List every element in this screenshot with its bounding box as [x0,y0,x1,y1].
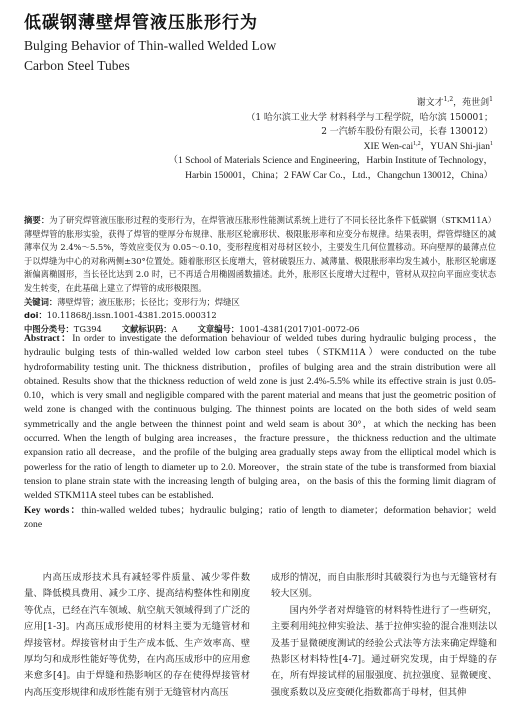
body-column-right [271,570,497,701]
abstract-cn [24,214,496,296]
author-2-cn-affil-mark: 1 [489,96,493,103]
author-1-en: XIE Wen-cai [363,141,414,152]
abstract-en [24,332,496,504]
abstract-en-label: Abstract： [24,333,73,344]
affiliation-cn-2: 2 一汽轿车股份有限公司，长春 130012） [321,127,493,137]
doi-link[interactable]: 10.11868/j.issn.1001-4381.2015.000312 [46,310,217,321]
body-right-paragraph-2: 国内外学者对焊缝管的材料特性进行了一些研究，主要利用纯拉伸实验法、基于拉伸实验的混合准则法以及基于显微硬度测试的经验公式法等方法来确定焊缝和热影区材料特性[4-7]。通过研究发现，由于焊缝的存在，所有焊接试样的屈服强度、抗拉强度、显微硬度、强度系数以及应变硬化指数都高于母材，但其伸 [271,604,497,698]
authors-cn [23,96,493,111]
article-no-label: 文章编号： [197,323,240,334]
keywords-en-label: Key words： [24,504,82,516]
keywords-cn [24,296,496,310]
affiliation-en-1: （1 School of Materials Science and Engineering，Harbin Institute of Technology， [168,156,493,166]
abstract-en-text: In order to investigate the deformation behaviour of welded tubes during hydraulic bulging process，the hydraulic bulging tests of thin-walled welded low carbon steel tubes（STKM11A）were conducted on the tube hydroformability testing unit. The thickness distribution，profiles of bulging area and the strain distribution were all obtained. Results show that the thickness reduction of weld zone is just 2.4%-5.5% while its effective strain is just 0.05-0.10，which is very small and negligible compared with the parent material and means that just the geometric position of weld zone is changed with the continuous bulging. The thinnest points are located on the both sides of weld seam symmetrically and the angle between the thinnest point and weld seam is about 30°，at which the necking has been occurred. When the length of bulging area increases，the fracture pressure，the thickness reduction and the ultimate expansion ratio all decrease，and the profile of the bulging area gradually steps away from the elliptical model which is powerless for the ratio of length to diameter up to 2.0. Moreover，the strain state of the tube is transformed from biaxial tension to plane strain state with the increasing length of bulging area，on the basis of this the forming limit diagram of welded STKM11A steel tubes can be established. [24,333,497,502]
author-2-cn: ，苑世剑 [453,98,490,108]
doi-label: doi： [24,310,47,321]
clc-value: TG394 [73,323,102,334]
paper-title-en-line-1: Bulging Behavior of Thin-walled Welded Low [24,38,277,53]
abstract-cn-block [24,214,496,336]
author-1-cn-affil-mark: 1,2 [443,96,454,103]
doc-code-label: 文献标识码： [121,323,172,334]
keywords-en-text: thin-walled welded tubes；hydraulic bulging；ratio of length to diameter；deformation behavior；weld zone [24,504,496,530]
paper-title-cn: 低碳钢薄壁焊管液压胀形行为 [24,13,258,33]
article-no-value: 1001-4381(2017)01-0072-06 [239,323,360,334]
keywords-en [24,504,496,533]
keywords-cn-text: 薄壁焊管；液压胀形；长径比；变形行为；焊缝区 [57,296,240,307]
body-right-paragraph-1: 成形的情况，而自由胀形时其破裂行为也与无缝管材有较大区别。 [271,572,497,600]
clc-label: 中图分类号： [24,323,74,334]
abstract-en-block [24,332,496,532]
paper-title-en [24,36,354,76]
doi-row [24,309,496,323]
author-1-en-affil-mark: 1,2 [413,140,421,147]
affiliation-en-2: Harbin 150001，China；2 FAW Car Co.，Ltd.，Changchun 130012，China） [185,170,493,181]
author-2-en: ，YUAN Shi-jian [420,141,490,152]
authors-en [23,140,493,155]
body-column-left: 内高压成形技术具有减轻零件质量、减少零件数量、降低模具费用、减少工序、提高结构整体性和刚度等优点，已经在汽车领域、航空航天领域得到了广泛的应用[1-3]。内高压成形使用的材料主要为无缝管材和焊接管材。焊接管材由于生产成本低、生产效率高、壁厚均匀和成形性能好等优势，在内高压成形中的应用愈来愈多[4]。由于焊缝和热影响区的存在使得焊接管材内高压变形规律和成形性能有别于无缝管材内高压 [24,572,250,698]
keywords-cn-label: 关键词： [24,296,58,307]
author-1-cn: 谢文才 [416,98,444,108]
paper-title-en-line-2: Carbon Steel Tubes [24,58,130,73]
doc-code-value: A [171,323,178,334]
authors-affiliations [23,96,493,183]
affiliation-cn-1: （1 哈尔滨工业大学 材料科学与工程学院，哈尔滨 150001； [246,112,493,123]
abstract-cn-text: 为了研究焊管液压胀形过程的变形行为，在焊管液压胀形性能测试系统上进行了不同长径比条件下低碳钢（STKM11A）薄壁焊管的胀形实验，获得了焊管的壁厚分布规律、胀形区轮廓形状、极限胀形率和应变分布规律。结果表明，焊管焊缝区的减薄率仅为 2.4%～5.5%，等效应变仅为 0.05～0.10，变形程度相对母材区较小，主要发生几何位置移动。环向壁厚的最薄点位于以焊缝为中心的对称两侧±30°位置处。随着胀形区长度增大，管材破裂压力、减薄量、极限胀形率均发生减小，胀形区轮廓逐渐偏离椭圆形，当长径比达到 2.0 时，已不再适合用椭圆函数描述。此外，胀形区长度增大过程中，管材从双拉向平面应变状态发生转变，在此基础上建立了焊管的成形极限图。 [24,215,496,293]
abstract-cn-label: 摘要： [24,215,50,225]
author-2-en-affil-mark: 1 [490,140,493,147]
